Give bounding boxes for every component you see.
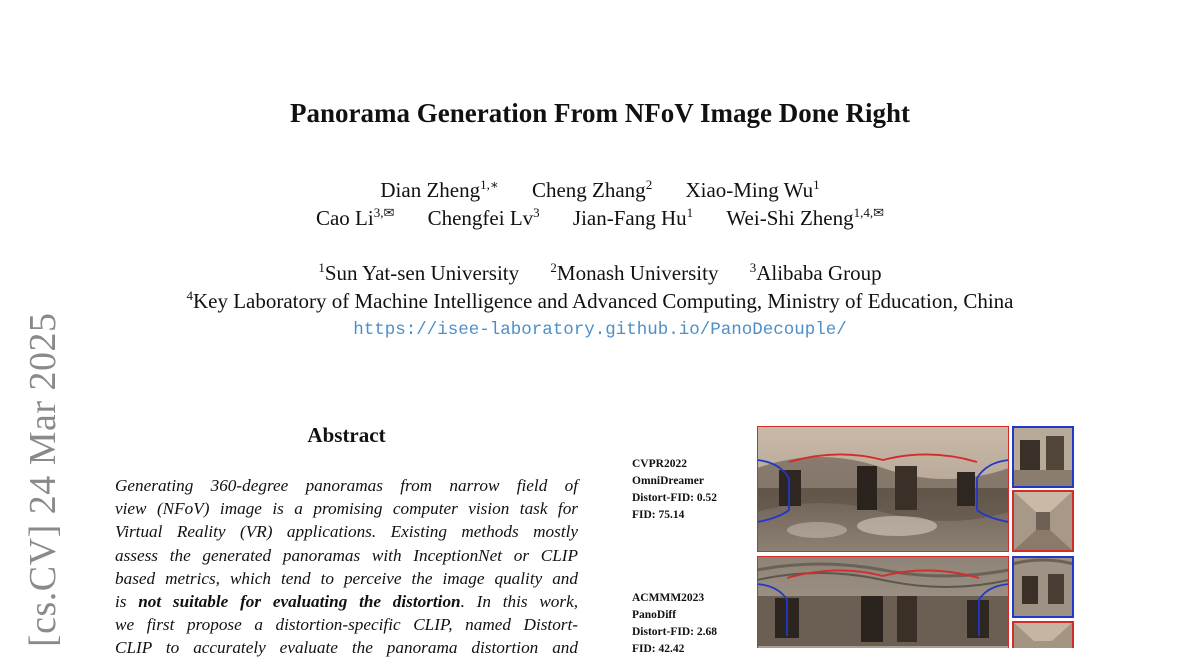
figure-label-panodiff: ACMMM2023 PanoDiff Distort-FID: 2.68 FID: 42.42	[632, 592, 717, 655]
affiliation: $^4$Key Laboratory of Machine Intelligence and Advanced Computing, Ministry of Education, China	[186, 288, 1014, 313]
figure-label-omnidreamer: CVPR2022 OmniDreamer Distort-FID: 0.52 FID: 75.14	[632, 458, 717, 521]
project-url[interactable]: https://isee-laboratory.github.io/PanoDecouple/	[353, 320, 847, 340]
author: Cao $Li^{3,✉}$	[315, 205, 395, 230]
author: Xiao-Ming Wu$^1$	[685, 177, 820, 202]
affiliation: $^1$Sun Yat-sen University	[318, 260, 520, 285]
abstract-line: is not suitable for evaluating the distortion. In this work,	[115, 592, 578, 612]
abstract-line: assess the generated panoramas with InceptionNet or CLIP	[115, 545, 578, 565]
authors-line-2	[0, 206, 1200, 231]
paper-title: Panorama Generation From NFoV Image Done Right	[290, 98, 910, 128]
thumbnail-image	[1012, 621, 1074, 648]
author: Cheng Zhang$^2$	[531, 177, 653, 202]
thumbnail-image	[1012, 426, 1074, 488]
thumbnail-image	[1012, 556, 1074, 618]
affiliation: $^2$Monash University	[550, 260, 719, 285]
author: Dian Zheng$^{1,∗}$	[380, 177, 499, 202]
abstract-line: based metrics, which tend to perceive the image quality and	[115, 568, 578, 588]
panorama-image-omnidreamer	[757, 426, 1009, 552]
abstract-body	[115, 474, 578, 660]
abstract-heading: Abstract	[307, 423, 386, 447]
abstract-line: view (NFoV) image is a promising computer vision task for	[115, 499, 578, 519]
abstract-line: we first propose a distortion-specific CLIP, named Distort-	[115, 615, 578, 635]
author: Wei-Shi Zheng$^{1,4,✉}$	[726, 205, 885, 230]
author: Chengfei Lv$^3$	[427, 205, 540, 230]
arxiv-id: [cs.CV] 24 Mar 2025	[22, 312, 64, 647]
panorama-image-panodiff	[757, 556, 1009, 648]
thumbnail-image	[1012, 490, 1074, 552]
author: Jian-Fang Hu$^1$	[572, 205, 694, 230]
affiliation: $^3$Alibaba Group	[749, 260, 882, 285]
arxiv-stamp	[15, 300, 65, 650]
abstract-line: CLIP to accurately evaluate the panorama distortion and	[115, 638, 578, 658]
affiliations-line-2	[0, 289, 1200, 314]
abstract-line: Generating 360-degree panoramas from narrow field of	[115, 476, 578, 495]
affiliations-line-1	[0, 261, 1200, 286]
authors-line-1	[0, 178, 1200, 203]
abstract-line: Virtual Reality (VR) applications. Existing methods mostly	[115, 522, 578, 542]
